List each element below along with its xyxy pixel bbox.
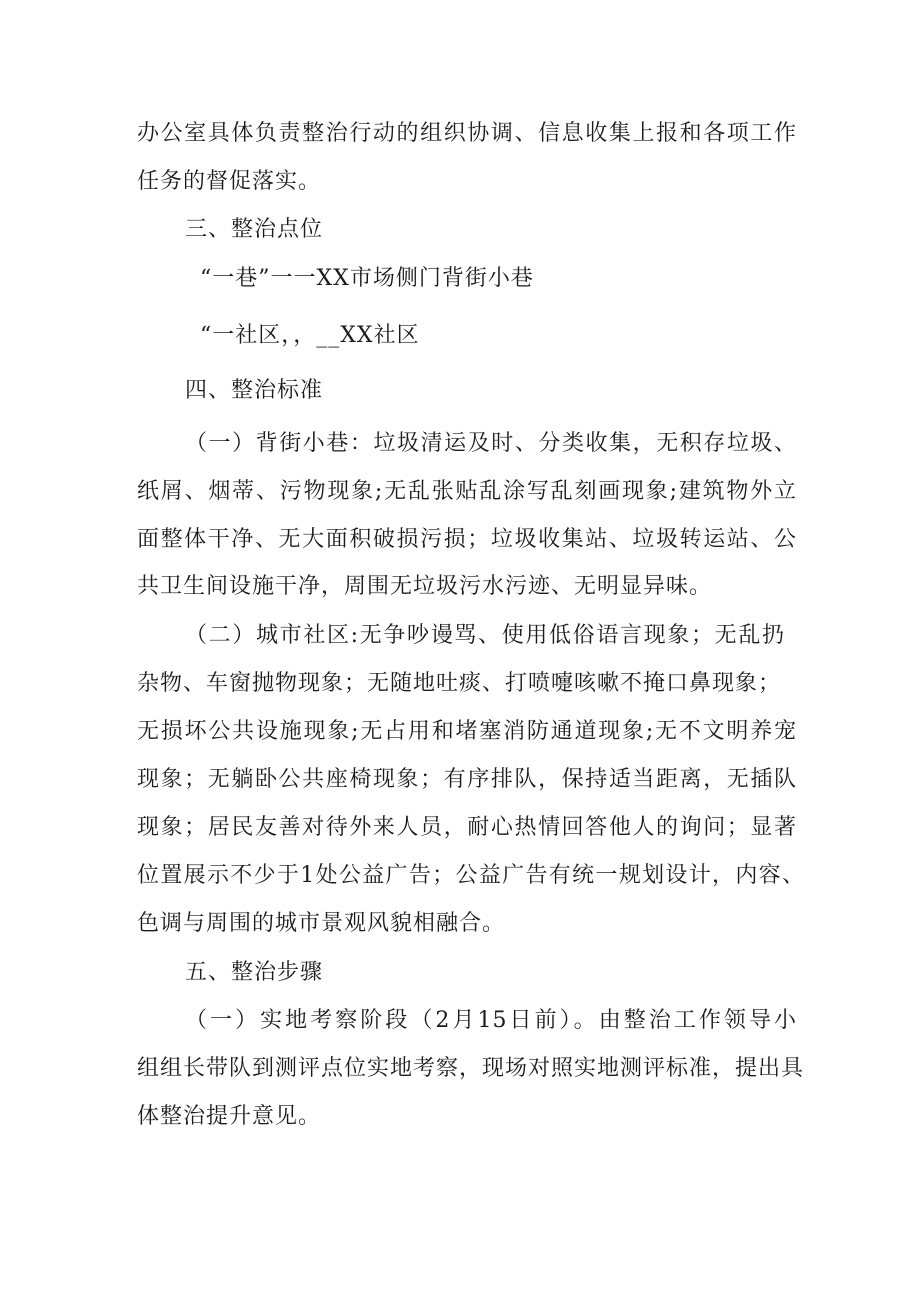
paragraph-line: 无损坏公共设施现象;无占用和堵塞消防通道现象;无不文明养宠	[137, 719, 797, 744]
paragraph-line: 办公室具体负责整治行动的组织协调、信息收集上报和各项工作	[137, 121, 797, 146]
paragraph-line: 纸屑、烟蒂、污物现象;无乱张贴乱涂写乱刻画现象;建筑物外立	[137, 479, 797, 504]
paragraph-line: （二）城市社区:无争吵谩骂、使用低俗语言现象；无乱扔	[185, 623, 785, 648]
paragraph-line: 现象；居民友善对待外来人员，耐心热情回答他人的询问；显著	[137, 815, 797, 840]
paragraph-line: （一）实地考察阶段（2月15日前）。由整治工作领导小	[185, 1008, 797, 1033]
paragraph-line: （一）背街小巷：垃圾清运及时、分类收集，无积存垃圾、	[185, 431, 797, 456]
paragraph-line: 面整体干净、无大面积破损污损；垃圾收集站、垃圾转运站、公	[137, 527, 797, 552]
paragraph-line: 组组长带队到测评点位实地考察，现场对照实地测评标准，提出具	[137, 1056, 805, 1081]
section-heading: 五、整治步骤	[185, 960, 324, 985]
paragraph-line: “一社区，，__XX社区	[200, 323, 420, 348]
paragraph-line: 色调与周围的城市景观风貌相融合。	[137, 911, 506, 936]
section-heading: 四、整治标准	[185, 378, 324, 403]
paragraph-line: 现象；无躺卧公共座椅现象；有序排队，保持适当距离，无插队	[137, 767, 797, 792]
section-heading: 三、整治点位	[185, 217, 324, 242]
paragraph-line: “一巷”一一XX市场侧门背街小巷	[200, 266, 534, 291]
paragraph-line: 位置展示不少于1处公益广告；公益广告有统一规划设计，内容、	[137, 863, 805, 888]
paragraph-line: 共卫生间设施干净，周围无垃圾污水污迹、无明显异味。	[137, 574, 713, 599]
paragraph-line: 体整治提升意见。	[137, 1104, 322, 1129]
paragraph-line: 任务的督促落实。	[137, 169, 322, 194]
paragraph-line: 杂物、车窗抛物现象；无随地吐痰、打喷嚏咳嗽不掩口鼻现象；	[137, 671, 782, 696]
